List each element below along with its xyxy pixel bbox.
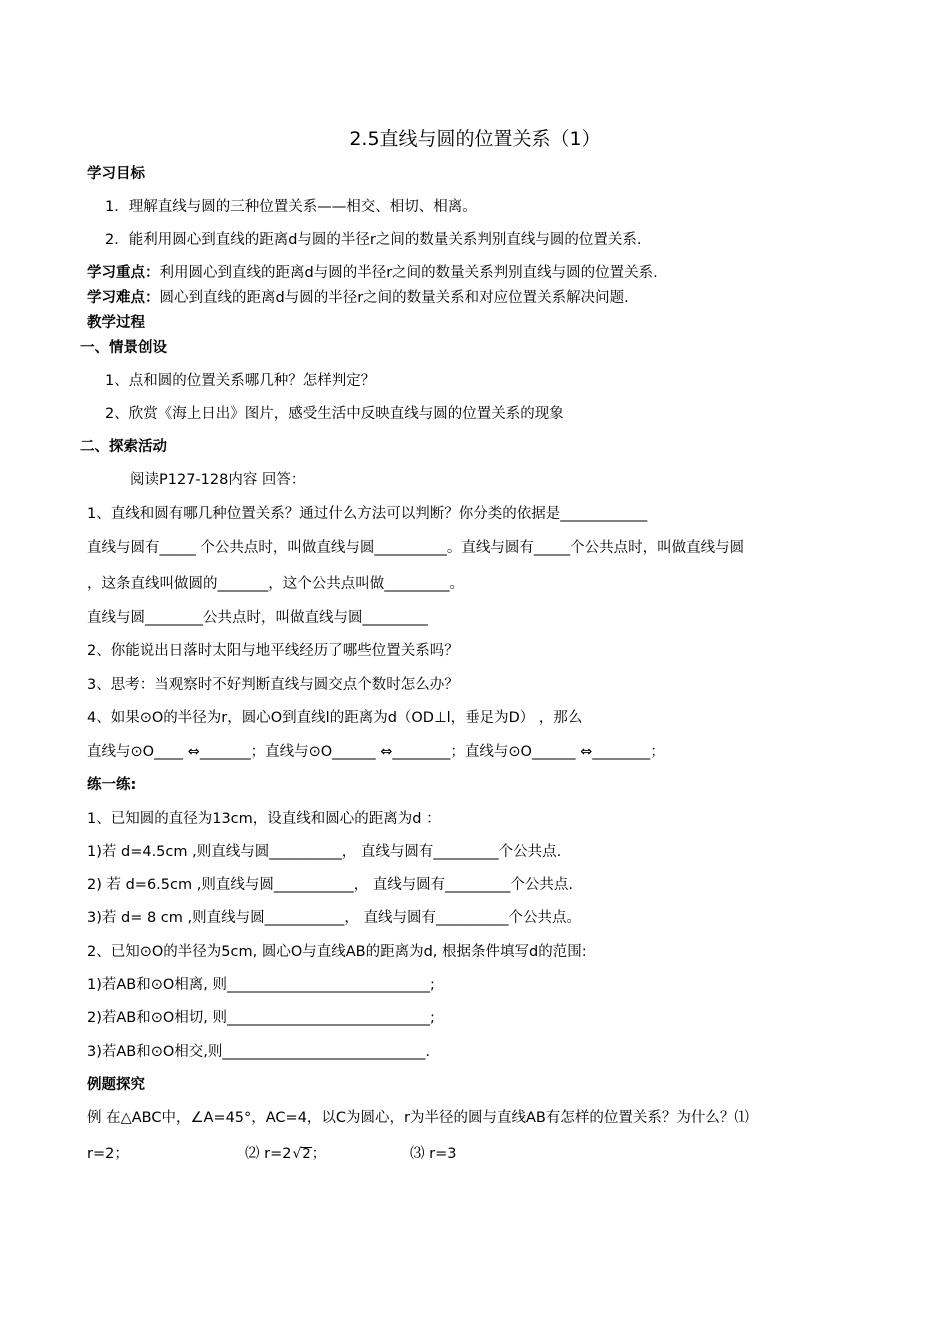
key-point-text: 利用圆心到直线的距离d与圆的半径r之间的数量关系判别直线与圆的位置关系.: [159, 265, 658, 281]
objective-item-1: 1．理解直线与圆的三种位置关系——相交、相切、相离。: [105, 199, 477, 215]
difficulty-label: 学习难点：: [87, 290, 160, 306]
practice-p1-c: 3)若 d= 8 cm ,则直线与圆___________， 直线与圆有__________个公共点。: [87, 910, 581, 926]
practice-p1-a: 1)若 d=4.5cm ,则直线与圆__________， 直线与圆有_________个公共点.: [87, 844, 562, 860]
practice-p1-b: 2) 若 d=6.5cm ,则直线与圆___________， 直线与圆有_________个公共点.: [87, 877, 574, 893]
key-point: [87, 264, 658, 282]
practice-p2: 2、已知⊙O的半径为5cm, 圆心O与直线AB的距离为d, 根据条件填写d的范围:: [87, 944, 587, 960]
section1-item-2: 2、欣赏《海上日出》图片，感受生活中反映直线与圆的位置关系的现象: [105, 406, 564, 422]
section2-q3: 3、思考：当观察时不好判断直线与圆交点个数时怎么办？: [87, 677, 459, 693]
section2-q2: 2、你能说出日落时太阳与地平线经历了哪些位置关系吗？: [87, 643, 459, 659]
practice-p2-c: 3)若AB和⊙O相交,则____________________________.: [87, 1044, 431, 1060]
process-heading: 教学过程: [87, 315, 145, 331]
example-case-2-suffix: ；: [311, 1146, 327, 1162]
sqrt-symbol: √2: [292, 1146, 311, 1162]
section2-read: 阅读P127-128内容 回答：: [130, 472, 306, 488]
objective-item-2: 2．能利用圆心到直线的距离d与圆的半径r之间的数量关系判别直线与圆的位置关系.: [105, 232, 642, 248]
section2-q4: 4、如果⊙O的半径为r，圆心O到直线l的距离为d（OD⊥l，垂足为D） ，那么: [87, 710, 583, 726]
section1-heading: 一、情景创设: [80, 340, 167, 356]
section2-q1-line2: 直线与圆有_____ 个公共点时，叫做直线与圆__________。直线与圆有_____个公共点时，叫做直线与圆: [87, 540, 745, 556]
practice-p1: 1、已知圆的直径为13cm，设直线和圆心的距离为d ：: [87, 811, 441, 827]
section2-q4-line2: 直线与⊙O____ ⇔_______；直线与⊙O______ ⇔________；直线与⊙O______ ⇔________；: [87, 744, 665, 760]
practice-p2-b: 2)若AB和⊙O相切, 则____________________________;: [87, 1010, 435, 1026]
difficulty: [87, 289, 629, 307]
example-case-3: ⑶ r=3: [410, 1146, 457, 1162]
example-case-2: [245, 1145, 326, 1163]
page-title: 2.5直线与圆的位置关系（1）: [349, 128, 601, 150]
section1-item-1: 1、点和圆的位置关系哪几种？怎样判定？: [105, 373, 376, 389]
sqrt-radicand: 2: [302, 1147, 311, 1162]
key-point-label: 学习重点：: [87, 265, 160, 281]
difficulty-text: 圆心到直线的距离d与圆的半径r之间的数量关系和对应位置关系解决问题.: [159, 290, 629, 306]
section2-heading: 二、探索活动: [80, 439, 167, 455]
section2-q1-line4: 直线与圆________公共点时，叫做直线与圆_________: [87, 610, 428, 626]
practice-p2-a: 1)若AB和⊙O相离, 则____________________________;: [87, 977, 435, 993]
example-case-2-prefix: ⑵ r=2: [245, 1146, 292, 1162]
example-heading: 例题探究: [87, 1077, 145, 1093]
objectives-heading: 学习目标: [87, 166, 145, 182]
example-case-1: r=2；: [87, 1146, 129, 1162]
section2-q1-line3: ，这条直线叫做圆的_______，这个公共点叫做_________。: [87, 576, 464, 592]
section2-q1: 1、直线和圆有哪几种位置关系？通过什么方法可以判断？你分类的依据是____________: [87, 506, 648, 522]
practice-heading: 练一练:: [87, 777, 137, 793]
example-line1: 例 在△ABC中，∠A=45°，AC=4，以C为圆心，r为半径的圆与直线AB有怎样的位置关系？为什么？⑴: [87, 1110, 749, 1126]
